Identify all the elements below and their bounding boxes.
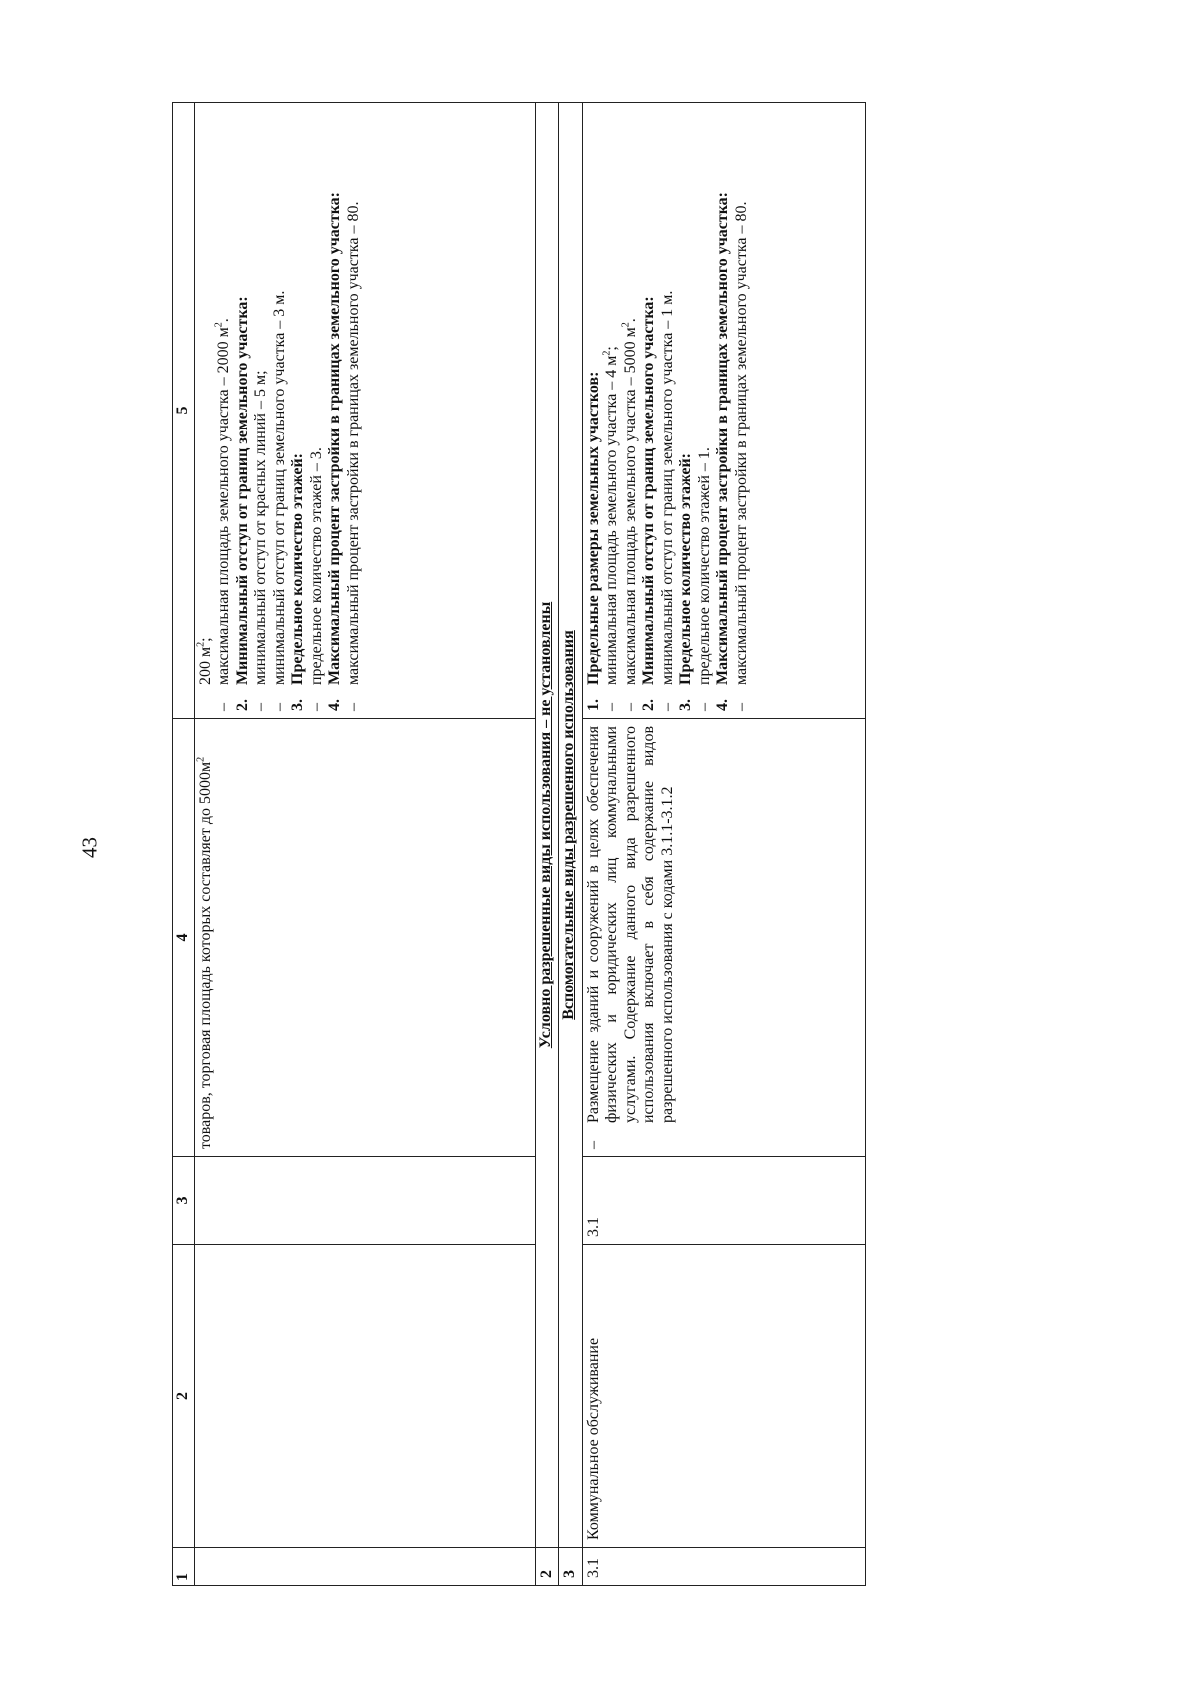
- table-row: [582, 103, 865, 1586]
- cell-name: Коммунальное обслуживание: [582, 1245, 865, 1548]
- cell-description: [582, 719, 865, 1157]
- item-text-main: Минимальный отступ от границ земельного участка:: [233, 296, 251, 685]
- item-text-main: Предельное количество этажей:: [677, 453, 695, 685]
- description-sup: 2: [195, 756, 207, 762]
- cell-parameters: [194, 103, 535, 719]
- header-row: [173, 103, 195, 1586]
- header-col-3: 3: [173, 1157, 195, 1245]
- item-mark: 3.: [677, 699, 695, 711]
- item-mark: –: [344, 703, 362, 711]
- item-tail: ;: [603, 346, 621, 351]
- list-item: [622, 110, 641, 711]
- header-col-4: 4: [173, 719, 195, 1157]
- item-tail: .: [215, 318, 233, 323]
- list-item: [585, 110, 604, 711]
- item-text-main: минимальная площадь земельного участка – 4 м: [603, 355, 621, 685]
- item-tail: ;: [196, 637, 214, 642]
- item-mark: –: [584, 1141, 602, 1149]
- list-item: [345, 110, 364, 711]
- list-item: [603, 110, 622, 711]
- item-text-main: максимальный процент застройки в границах земельного участка – 80.: [733, 201, 751, 685]
- item-text: [677, 110, 696, 685]
- item-text: [714, 110, 733, 685]
- list-item: [197, 110, 216, 711]
- item-text-main: Максимальный процент застройки в границах земельного участка:: [714, 192, 732, 685]
- item-text: [733, 110, 752, 685]
- cell-code2: [194, 1157, 535, 1245]
- item-mark: 4.: [326, 699, 344, 711]
- item-sup: 2: [620, 322, 632, 328]
- item-mark: –: [215, 703, 233, 711]
- item-text: [252, 110, 271, 685]
- header-col-2: 2: [173, 1245, 195, 1548]
- item-sup: 2: [195, 641, 207, 647]
- page-number: 43: [77, 837, 102, 858]
- header-col-5: 5: [173, 103, 195, 719]
- cell-name: [194, 1245, 535, 1548]
- item-text-main: Предельные размеры земельных участков:: [584, 371, 602, 685]
- item-text: [659, 110, 678, 685]
- list-item: [308, 110, 327, 711]
- section-row: [559, 103, 583, 1586]
- item-text: [622, 110, 641, 685]
- item-mark: 2.: [640, 699, 658, 711]
- item-mark: [197, 685, 216, 711]
- item-text: [585, 110, 604, 685]
- item-text: [197, 110, 216, 685]
- item-text-main: максимальная площадь земельного участка – 5000 м: [621, 327, 639, 685]
- item-mark: –: [252, 703, 270, 711]
- list-item: [659, 110, 678, 711]
- item-text-main: минимальный отступ от красных линий – 5 м;: [252, 370, 270, 685]
- description-text: Размещение зданий и сооружений в целях обеспечения физических и юридических лиц коммунальными услугами. Содержание данного вида разрешенного использования включает в себя содержание видов разрешенного использования с кодами 3.1.1-3.1.2: [584, 726, 676, 1123]
- item-text-main: минимальный отступ от границ земельного участка – 3 м.: [270, 290, 288, 685]
- list-item: [733, 110, 752, 711]
- section-number: 2: [535, 1548, 559, 1586]
- item-text: [215, 110, 234, 685]
- item-text: [326, 110, 345, 685]
- item-text-main: 200 м: [196, 646, 214, 685]
- item-text: [234, 110, 253, 685]
- list-item: [714, 110, 733, 711]
- section-number: 3: [559, 1548, 583, 1586]
- item-text: [345, 110, 364, 685]
- cell-description: [194, 719, 535, 1157]
- item-mark: –: [658, 703, 676, 711]
- cell-parameters: [582, 103, 865, 719]
- list-item: [696, 110, 715, 711]
- item-text: [640, 110, 659, 685]
- item-mark: 1.: [584, 699, 602, 711]
- regulations-table: [172, 102, 866, 1586]
- cell-code: [194, 1548, 535, 1586]
- item-sup: 2: [213, 322, 225, 328]
- section-row: [535, 103, 559, 1586]
- item-text: [603, 110, 622, 685]
- item-mark: 4.: [714, 699, 732, 711]
- item-text: [289, 110, 308, 685]
- item-text-main: Максимальный процент застройки в границах земельного участка:: [326, 192, 344, 685]
- item-mark: –: [695, 703, 713, 711]
- list-item: [326, 110, 345, 711]
- item-mark: –: [270, 703, 288, 711]
- item-tail: .: [621, 318, 639, 323]
- item-text-main: максимальный процент застройки в границах земельного участка – 80.: [344, 201, 362, 685]
- item-mark: –: [621, 703, 639, 711]
- item-text-main: Предельное количество этажей:: [289, 453, 307, 685]
- item-mark: –: [733, 703, 751, 711]
- item-mark: 3.: [289, 699, 307, 711]
- list-item: [677, 110, 696, 711]
- description-text: товаров, торговая площадь которых составляет до 5000м: [196, 761, 214, 1149]
- table-row: [194, 103, 535, 1586]
- item-mark: –: [307, 703, 325, 711]
- cell-code2: 3.1: [582, 1157, 865, 1245]
- list-item: [640, 110, 659, 711]
- rotated-page: [172, 102, 804, 1586]
- section-title: Условно разрешенные виды использования – не установлены: [535, 103, 559, 1548]
- list-item: [252, 110, 271, 711]
- item-text: [308, 110, 327, 685]
- item-text-main: минимальный отступ от границ земельного участка – 1 м.: [658, 290, 676, 685]
- item-text-main: предельное количество этажей – 1.: [695, 447, 713, 685]
- item-text: [271, 110, 290, 685]
- item-mark: 2.: [233, 699, 251, 711]
- item-mark: –: [603, 703, 621, 711]
- item-text-main: максимальная площадь земельного участка – 2000 м: [215, 327, 233, 685]
- list-item: [234, 110, 253, 711]
- list-item: [271, 110, 290, 711]
- header-col-1: 1: [173, 1548, 195, 1586]
- item-sup: 2: [601, 350, 613, 356]
- cell-code: 3.1: [582, 1548, 865, 1586]
- list-item: [289, 110, 308, 711]
- item-text-main: Минимальный отступ от границ земельного участка:: [640, 296, 658, 685]
- item-text: [696, 110, 715, 685]
- section-title: Вспомогательные виды разрешенного использования: [559, 103, 583, 1548]
- list-item: [585, 726, 678, 1149]
- item-text-main: предельное количество этажей – 3.: [307, 447, 325, 685]
- list-item: [215, 110, 234, 711]
